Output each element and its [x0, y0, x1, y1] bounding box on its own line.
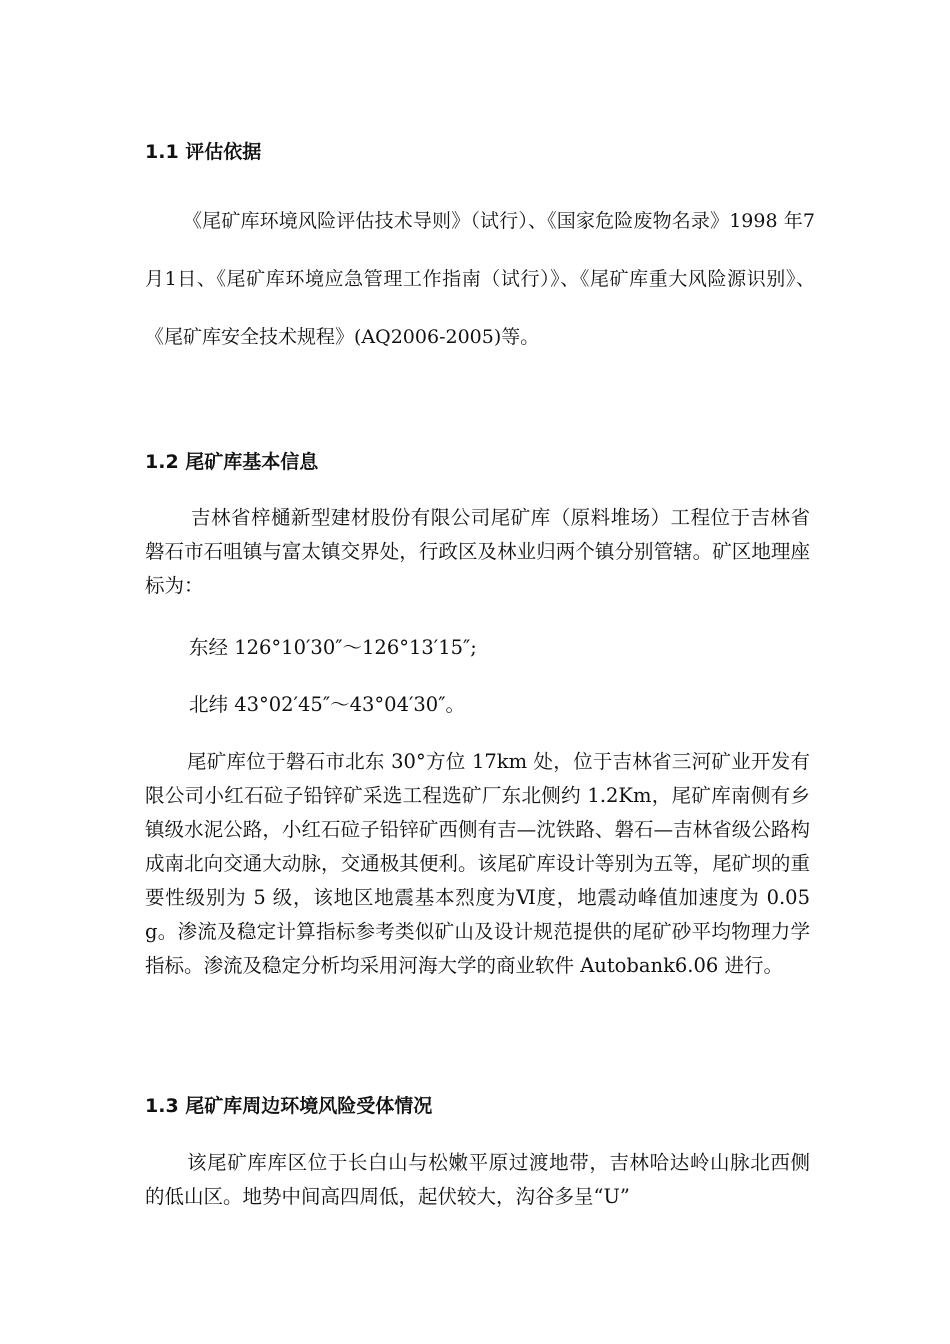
latitude-line: 北纬 43°02′45″～43°04′30″。 [189, 693, 465, 716]
longitude-line: 东经 126°10′30″～126°13′15″; [189, 636, 477, 659]
section-heading-1-1: 1.1 评估依据 [145, 141, 262, 163]
section-1-2-intro-paragraph: 吉林省梓樋新型建材股份有限公司尾矿库（原料堆场）工程位于吉林省磐石市石咀镇与富太镇交界处，行政区及林业归两个镇分别管辖。矿区地理座标为： [145, 506, 810, 597]
section-heading-1-3: 1.3 尾矿库周边环境风险受体情况 [145, 1095, 433, 1117]
section-1-1-paragraph: 《尾矿库环境风险评估技术导则》（试行）、《国家危险废物名录》1998 年7月1日、《尾矿库环境应急管理工作指南（试行）》、《尾矿库重大风险源识别》、《尾矿库安全技术规程》(AQ2006-2005)等。 [145, 210, 815, 348]
section-1-3-paragraph: 该尾矿库库区位于长白山与松嫩平原过渡地带，吉林哈达岭山脉北西侧的低山区。地势中间高四周低，起伏较大，沟谷多呈“U” [145, 1151, 810, 1208]
section-heading-1-2: 1.2 尾矿库基本信息 [145, 451, 319, 473]
section-1-2-body-paragraph: 尾矿库位于磐石市北东 30°方位 17km 处，位于吉林省三河矿业开发有限公司小红石砬子铅锌矿采选工程选矿厂东北侧约 1.2Km，尾矿库南侧有乡镇级水泥公路，小红石砬子铅锌矿西侧有吉—沈铁路、磐石—吉林省级公路构成南北向交通大动脉，交通极其便利。该尾矿库设计等别为五等，尾矿坝的重要性级别为 5 级，该地区地震基本烈度为Ⅵ度，地震动峰值加速度为 0.05g。渗流及稳定计算指标参考类似矿山及设计规范提供的尾矿砂平均物理力学指标。渗流及稳定分析均采用河海大学的商业软件 Autobank6.06 进行。 [145, 750, 810, 977]
